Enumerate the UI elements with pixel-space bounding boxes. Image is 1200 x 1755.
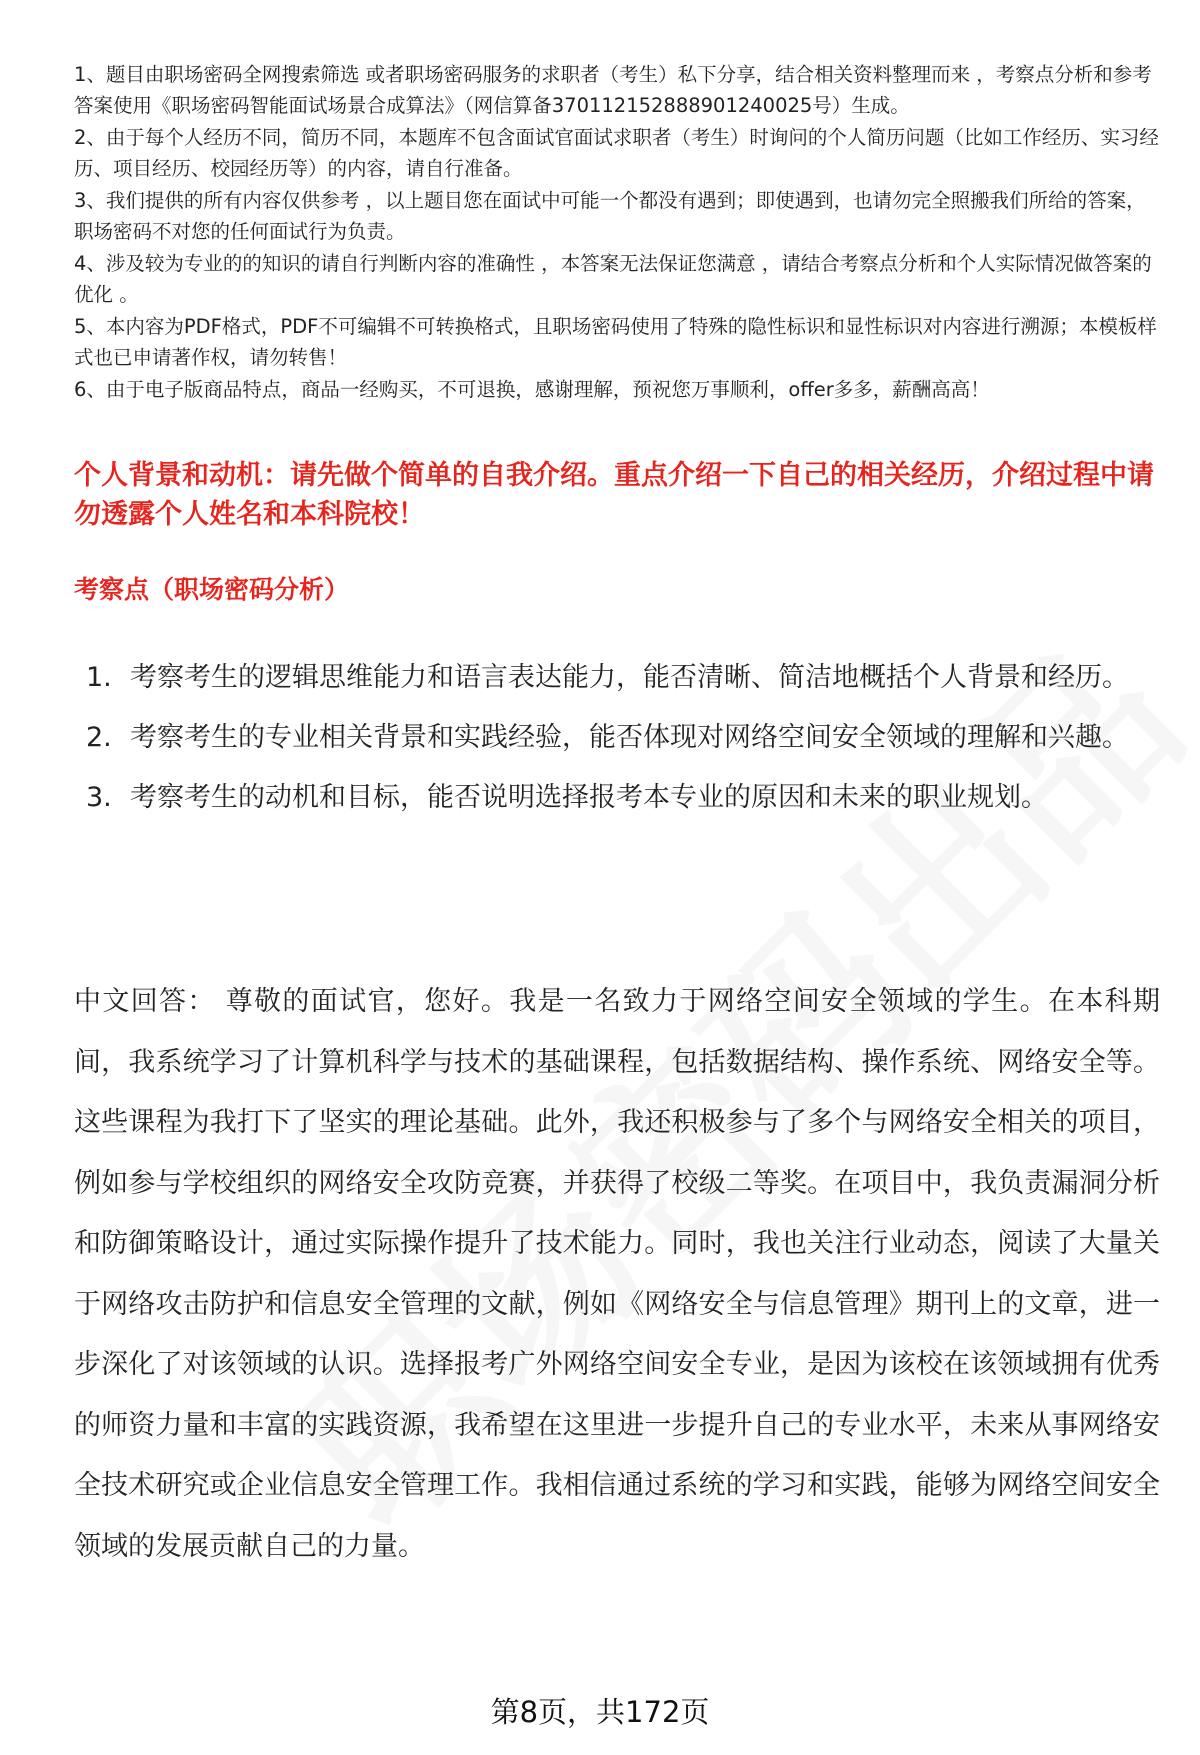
key-points-list: [74, 648, 1154, 828]
key-point-number: 1.: [86, 662, 112, 693]
key-point-text: 考察考生的动机和目标，能否说明选择报考本专业的原因和未来的职业规划。: [130, 782, 1048, 813]
key-point-text: 考察考生的专业相关背景和实践经验，能否体现对网络空间安全领域的理解和兴趣。: [130, 722, 1129, 753]
key-point-text: 考察考生的逻辑思维能力和语言表达能力，能否清晰、简洁地概括个人背景和经历。: [130, 662, 1129, 693]
disclaimer-notice: [74, 60, 1160, 408]
key-point-number: 3.: [86, 782, 112, 813]
key-point-item: [74, 768, 1154, 828]
interview-question: 个人背景和动机：请先做个简单的自我介绍。重点介绍一下自己的相关经历，介绍过程中请勿透露个人姓名和本科院校！: [74, 460, 1154, 530]
key-point-number: 2.: [86, 722, 112, 753]
notice-item: 3、我们提供的所有内容仅供参考 ，以上题目您在面试中可能一个都没有遇到；即使遇到，也请勿完全照搬我们所给的答案，职场密码不对您的任何面试行为负责。: [74, 189, 1146, 243]
notice-item: 2、由于每个人经历不同，简历不同，本题库不包含面试官面试求职者（考生）时询问的个人简历问题（比如工作经历、实习经历、项目经历、校园经历等）的内容，请自行准备。: [74, 126, 1159, 180]
notice-item: 1、题目由职场密码全网搜索筛选 或者职场密码服务的求职者（考生）私下分享，结合相关资料整理而来 ，考察点分析和参考答案使用《职场密码智能面试场景合成算法》（网信算备370112152888901240025号）生成。: [74, 63, 1152, 117]
answer-text: 中文回答： 尊敬的面试官，您好。我是一名致力于网络空间安全领域的学生。在本科期间，我系统学习了计算机科学与技术的基础课程，包括数据结构、操作系统、网络安全等。这些课程为我打下了坚实的理论基础。此外，我还积极参与了多个与网络安全相关的项目，例如参与学校组织的网络安全攻防竞赛，并获得了校级二等奖。在项目中，我负责漏洞分析和防御策略设计，通过实际操作提升了技术能力。同时，我也关注行业动态，阅读了大量关于网络攻击防护和信息安全管理的文献，例如《网络安全与信息管理》期刊上的文章，进一步深化了对该领域的认识。选择报考广外网络空间安全专业，是因为该校在该领域拥有优秀的师资力量和丰富的实践资源，我希望在这里进一步提升自己的专业水平，未来从事网络安全技术研究或企业信息安全管理工作。我相信通过系统的学习和实践，能够为网络空间安全领域的发展贡献自己的力量。: [74, 986, 1160, 1562]
page-number: 第8页，共172页: [490, 1695, 710, 1729]
notice-item: 5、本内容为PDF格式，PDF不可编辑不可转换格式，且职场密码使用了特殊的隐性标识和显性标识对内容进行溯源；本模板样式也已申请著作权，请勿转售！: [74, 315, 1157, 369]
key-point-item: [74, 648, 1154, 708]
notice-item: 4、涉及较为专业的的知识的请自行判断内容的准确性 ，本答案无法保证您满意 ，请结合考察点分析和个人实际情况做答案的优化 。: [74, 252, 1152, 306]
key-points-title: 考察点（职场密码分析）: [74, 575, 350, 604]
notice-item: 6、由于电子版商品特点，商品一经购买，不可退换，感谢理解，预祝您万事顺利，offer多多，薪酬高高！: [74, 378, 990, 401]
key-point-item: [74, 708, 1154, 768]
